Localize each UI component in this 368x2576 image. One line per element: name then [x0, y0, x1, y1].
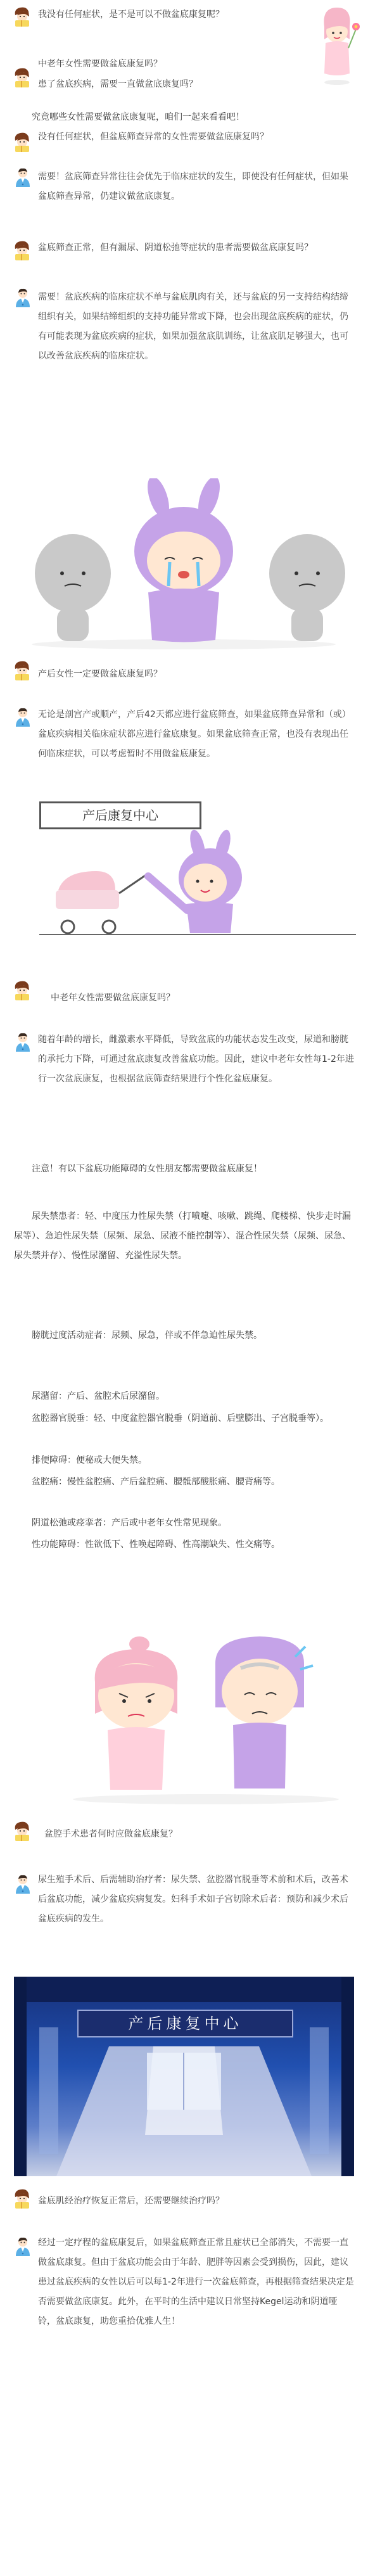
question-postpartum: 产后女性一定要做盆底康复吗？ [38, 669, 162, 679]
doctor-icon [14, 167, 32, 188]
condition-item: 盆腔痛：慢性盆腔痛、产后盆腔痛、腰骶部酸胀痛、腰背痛等。 [32, 1477, 280, 1487]
intro-question: 我没有任何症状，是不是可以不做盆底康复呢？ [38, 10, 224, 20]
hall-sign [77, 2010, 293, 2037]
question-surgery: 盆腔手术患者何时应做盆底康复？ [44, 1829, 177, 1839]
hall-sign-text: 产后康复中心 [128, 2015, 243, 2032]
answer-middle-aged: 随着年龄的增长，雌激素水平降低，导致盆底的功能状态发生改变，尿道和膀胱的承托力下降，可通过盆底康复改善盆底功能。因此，建议中老年女性每1-2年进行一次盆底康复，也根据盆底筛查结果进行个性化盆底康复。 [38, 1035, 354, 1084]
crying-characters-illustration [13, 478, 355, 653]
girl-reading-icon [11, 1820, 33, 1842]
question-no-symptom: 没有任何症状，但盆底筛查异常的女性需要做盆底康复吗？ [38, 132, 269, 142]
sign-text: 产后康复中心 [82, 808, 158, 823]
postpartum-center-illustration [39, 801, 368, 969]
girl-reading-icon [11, 979, 33, 1002]
condition-item: 尿潴留：产后、盆腔术后尿潴留。 [32, 1391, 165, 1401]
girl-reading-icon [11, 66, 33, 89]
condition-item: 尿失禁患者：轻、中度压力性尿失禁（打喷嚏、咳嗽、跳绳、爬楼梯、快步走时漏尿等）、急迫性尿失禁（尿频、尿急、尿液不能控制等）、混合性尿失禁（尿频、尿急、尿失禁并存）、慢性尿潴留、充溢性尿失禁。 [14, 1211, 351, 1261]
answer-normal-screening: 需要！盆底疾病的临床症状不单与盆底肌肉有关，还与盆底的另一支持结构结缔组织有关，如果结缔组织的支持功能异常或下降，也会出现盆底疾病的症状，仍有可能表现为盆底疾病的症状，如果加强盆底肌训练，让盆底肌足够强大，也可以改善盆底疾病的临床症状。 [38, 292, 348, 361]
doctor-icon [14, 1032, 32, 1052]
doctor-icon [14, 707, 32, 727]
doctor-icon [14, 1874, 32, 1894]
girl-reading-icon [11, 5, 33, 28]
condition-item: 性功能障碍：性欲低下、性唤起障碍、性高潮缺失、性交痛等。 [32, 1540, 280, 1550]
condition-item: 排便障碍：便秘或大便失禁。 [32, 1455, 147, 1465]
girl-reading-icon [11, 2187, 33, 2210]
girl-reading-icon [11, 659, 33, 682]
girl-flower-illustration [312, 4, 362, 86]
doctor-icon [14, 2236, 32, 2257]
girl-reading-icon [11, 131, 33, 153]
lead-text: 究竟哪些女性需要做盆底康复呢，咱们一起来看看吧！ [32, 112, 244, 122]
question-continuous: 患了盆底疾病，需要一直做盆底康复吗？ [38, 79, 198, 89]
question-normal-screening: 盆底筛查正常，但有漏尿、阴道松弛等症状的患者需要做盆底康复吗？ [38, 243, 313, 253]
answer-after-recovery: 经过一定疗程的盆底康复后，如果盆底筛查正常且症状已全部消失，不需要一直做盆底康复。但由于盆底功能会由于年龄、肥胖等因素会受到损伤，因此，建议患过盆底疾病的女性以后可以每1-2年进行一次盆底筛查，再根据筛查结果决定是否需要做盆底康复。此外，在平时的生活中建议日常坚持Kegel运动和阴道哑铃，盆底康复，助您重拾优雅人生！ [38, 2238, 354, 2326]
doctor-icon [14, 288, 32, 308]
question-middle-aged: 中老年女性需要做盆底康复吗？ [51, 993, 175, 1003]
note-text: 注意！有以下盆底功能障碍的女性朋友都需要做盆底康复！ [32, 1164, 262, 1174]
postpartum-hall-photo [14, 1977, 354, 2176]
girl-reading-icon [11, 239, 33, 262]
answer-no-symptom: 需要！盆底筛查异常往往会优先于临床症状的发生，即使没有任何症状，但如果盆底筛查异常，仍建议做盆底康复。 [38, 172, 348, 201]
answer-surgery: 尿生殖手术后、后需辅助治疗者：尿失禁、盆腔器官脱垂等术前和术后，改善术后盆底功能，减少盆底疾病复发。妇科手术如子宫切除术后者：预防和减少术后盆底疾病的发生。 [38, 1875, 348, 1924]
answer-postpartum: 无论是剖宫产或顺产，产后42天都应进行盆底筛查，如果盆底筛查异常和（或）盆底疾病相关临床症状都应进行盆底康复。如果盆底筛查正常，也没有表现出任何临床症状，可以考虑暂时不用做盆底康复。 [38, 710, 351, 759]
worried-characters-illustration [57, 1619, 355, 1809]
question-elderly: 中老年女性需要做盆底康复吗？ [38, 59, 162, 69]
question-after-recovery: 盆底肌经治疗恢复正常后，还需要继续治疗吗？ [38, 2196, 224, 2206]
condition-item: 盆腔器官脱垂：轻、中度盆腔器官脱垂（阴道前、后壁膨出、子宫脱垂等）。 [32, 1413, 329, 1424]
condition-item: 阴道松弛或痉挛者：产后或中老年女性常见现象。 [32, 1518, 227, 1528]
condition-item: 膀胱过度活动症者：尿频、尿急，伴或不伴急迫性尿失禁。 [32, 1330, 262, 1341]
